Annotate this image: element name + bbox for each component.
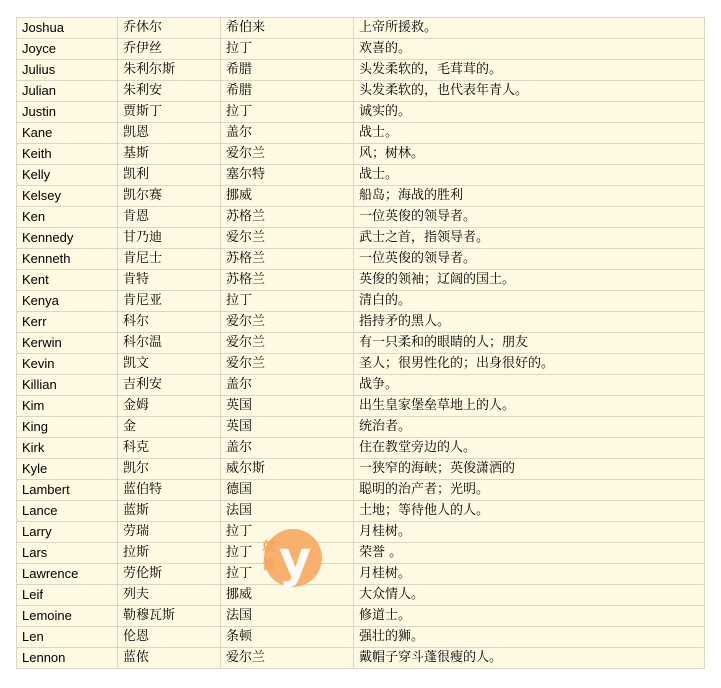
meaning-cell: 英俊的领袖；辽阔的国土。: [354, 270, 705, 291]
origin-cell: 法国: [221, 606, 354, 627]
origin-cell: 拉丁: [221, 102, 354, 123]
svg-text:酱: 酱: [262, 558, 276, 573]
table-row: [17, 39, 705, 60]
origin-cell: 英国: [221, 417, 354, 438]
name-cell: Kane: [17, 123, 118, 144]
table-row: [17, 186, 705, 207]
origin-cell: 德国: [221, 480, 354, 501]
meaning-cell: 战争。: [354, 375, 705, 396]
meaning-cell: 圣人；很男性化的；出身很好的。: [354, 354, 705, 375]
origin-cell: 苏格兰: [221, 270, 354, 291]
meaning-cell: 武士之首，指领导者。: [354, 228, 705, 249]
meaning-cell: 住在教堂旁边的人。: [354, 438, 705, 459]
origin-cell: 挪威: [221, 585, 354, 606]
meaning-cell: 土地；等待他人的人。: [354, 501, 705, 522]
table-row: [17, 375, 705, 396]
table-row: [17, 459, 705, 480]
name-cell: Lennon: [17, 648, 118, 669]
origin-cell: 挪威: [221, 186, 354, 207]
table-row: [17, 438, 705, 459]
table-row: [17, 543, 705, 564]
logo-watermark: [253, 527, 325, 589]
chinese-cell: 凯恩: [118, 123, 221, 144]
name-cell: Killian: [17, 375, 118, 396]
chinese-cell: 凯尔: [118, 459, 221, 480]
origin-cell: 希腊: [221, 81, 354, 102]
chinese-cell: 肯恩: [118, 207, 221, 228]
table-row: [17, 291, 705, 312]
chinese-cell: 乔休尔: [118, 18, 221, 39]
origin-cell: 希伯来: [221, 18, 354, 39]
origin-cell: 爱尔兰: [221, 333, 354, 354]
chinese-cell: 吉利安: [118, 375, 221, 396]
svg-text:y: y: [278, 530, 312, 588]
meaning-cell: 戴帽子穿斗蓬很瘦的人。: [354, 648, 705, 669]
origin-cell: 盖尔: [221, 375, 354, 396]
name-cell: Kerr: [17, 312, 118, 333]
table-row: [17, 627, 705, 648]
table-row: [17, 522, 705, 543]
chinese-cell: 科尔温: [118, 333, 221, 354]
svg-text:就: 就: [262, 540, 276, 555]
table-row: [17, 102, 705, 123]
table-row: [17, 333, 705, 354]
table-row: [17, 81, 705, 102]
origin-cell: 拉丁: [221, 522, 354, 543]
names-table: [16, 17, 705, 669]
chinese-cell: 金: [118, 417, 221, 438]
table-row: [17, 144, 705, 165]
origin-cell: 拉丁: [221, 39, 354, 60]
meaning-cell: 月桂树。: [354, 564, 705, 585]
chinese-cell: 科尔: [118, 312, 221, 333]
name-cell: Lawrence: [17, 564, 118, 585]
name-cell: Kevin: [17, 354, 118, 375]
table-row: [17, 396, 705, 417]
table-row: [17, 501, 705, 522]
meaning-cell: 指持矛的黑人。: [354, 312, 705, 333]
chinese-cell: 蓝伯特: [118, 480, 221, 501]
origin-cell: 拉丁: [221, 564, 354, 585]
chinese-cell: 蓝侬: [118, 648, 221, 669]
name-cell: Kennedy: [17, 228, 118, 249]
chinese-cell: 列夫: [118, 585, 221, 606]
meaning-cell: 一位英俊的领导者。: [354, 207, 705, 228]
meaning-cell: 出生皇家堡垒草地上的人。: [354, 396, 705, 417]
meaning-cell: 欢喜的。: [354, 39, 705, 60]
chinese-cell: 劳瑞: [118, 522, 221, 543]
table-row: [17, 165, 705, 186]
name-cell: Joyce: [17, 39, 118, 60]
chinese-cell: 乔伊丝: [118, 39, 221, 60]
chinese-cell: 蓝斯: [118, 501, 221, 522]
name-cell: Kirk: [17, 438, 118, 459]
origin-cell: 盖尔: [221, 438, 354, 459]
name-cell: Justin: [17, 102, 118, 123]
name-cell: Keith: [17, 144, 118, 165]
origin-cell: 拉丁: [221, 543, 354, 564]
origin-cell: 希腊: [221, 60, 354, 81]
meaning-cell: 一狭窄的海峡；英俊潇洒的: [354, 459, 705, 480]
origin-cell: 爱尔兰: [221, 354, 354, 375]
table-row: [17, 249, 705, 270]
table-row: [17, 480, 705, 501]
name-cell: Kyle: [17, 459, 118, 480]
origin-cell: 拉丁: [221, 291, 354, 312]
origin-cell: 英国: [221, 396, 354, 417]
table-row: [17, 228, 705, 249]
chinese-cell: 凯尔赛: [118, 186, 221, 207]
origin-cell: 威尔斯: [221, 459, 354, 480]
name-cell: Kent: [17, 270, 118, 291]
chinese-cell: 伦恩: [118, 627, 221, 648]
origin-cell: 爱尔兰: [221, 648, 354, 669]
name-cell: Larry: [17, 522, 118, 543]
origin-cell: 塞尔特: [221, 165, 354, 186]
meaning-cell: 头发柔软的，也代表年青人。: [354, 81, 705, 102]
table-row: [17, 312, 705, 333]
meaning-cell: 大众情人。: [354, 585, 705, 606]
table-row: [17, 585, 705, 606]
chinese-cell: 朱利尔斯: [118, 60, 221, 81]
table-row: [17, 354, 705, 375]
meaning-cell: 一位英俊的领导者。: [354, 249, 705, 270]
table-row: [17, 18, 705, 39]
meaning-cell: 统治者。: [354, 417, 705, 438]
chinese-cell: 拉斯: [118, 543, 221, 564]
chinese-cell: 朱利安: [118, 81, 221, 102]
table-row: [17, 564, 705, 585]
chinese-cell: 基斯: [118, 144, 221, 165]
meaning-cell: 战士。: [354, 165, 705, 186]
meaning-cell: 风；树林。: [354, 144, 705, 165]
name-cell: Lance: [17, 501, 118, 522]
meaning-cell: 诚实的。: [354, 102, 705, 123]
table-row: [17, 648, 705, 669]
chinese-cell: 贾斯丁: [118, 102, 221, 123]
name-cell: Julian: [17, 81, 118, 102]
meaning-cell: 头发柔软的，毛茸茸的。: [354, 60, 705, 81]
chinese-cell: 肯尼士: [118, 249, 221, 270]
table-row: [17, 417, 705, 438]
table-row: [17, 60, 705, 81]
chinese-cell: 科克: [118, 438, 221, 459]
table-row: [17, 207, 705, 228]
meaning-cell: 战士。: [354, 123, 705, 144]
origin-cell: 爱尔兰: [221, 228, 354, 249]
name-cell: Kelly: [17, 165, 118, 186]
meaning-cell: 强壮的狮。: [354, 627, 705, 648]
name-cell: Leif: [17, 585, 118, 606]
chinese-cell: 肯特: [118, 270, 221, 291]
origin-cell: 爱尔兰: [221, 312, 354, 333]
name-cell: Lambert: [17, 480, 118, 501]
meaning-cell: 有一只柔和的眼睛的人；朋友: [354, 333, 705, 354]
name-cell: Julius: [17, 60, 118, 81]
table-row: [17, 270, 705, 291]
name-cell: Lars: [17, 543, 118, 564]
chinese-cell: 甘乃迪: [118, 228, 221, 249]
name-cell: Kerwin: [17, 333, 118, 354]
meaning-cell: 清白的。: [354, 291, 705, 312]
name-cell: Kim: [17, 396, 118, 417]
meaning-cell: 荣誉 。: [354, 543, 705, 564]
meaning-cell: 月桂树。: [354, 522, 705, 543]
name-cell: Ken: [17, 207, 118, 228]
name-cell: Kelsey: [17, 186, 118, 207]
name-cell: Kenneth: [17, 249, 118, 270]
chinese-cell: 凯利: [118, 165, 221, 186]
meaning-cell: 聪明的治产者；光明。: [354, 480, 705, 501]
origin-cell: 条顿: [221, 627, 354, 648]
chinese-cell: 劳伦斯: [118, 564, 221, 585]
name-cell: Joshua: [17, 18, 118, 39]
names-table-body: [17, 18, 705, 669]
name-cell: Kenya: [17, 291, 118, 312]
chinese-cell: 金姆: [118, 396, 221, 417]
meaning-cell: 船岛；海战的胜利: [354, 186, 705, 207]
chinese-cell: 凯文: [118, 354, 221, 375]
origin-cell: 盖尔: [221, 123, 354, 144]
origin-cell: 苏格兰: [221, 207, 354, 228]
table-row: [17, 123, 705, 144]
meaning-cell: 上帝所援救。: [354, 18, 705, 39]
name-cell: King: [17, 417, 118, 438]
chinese-cell: 勒穆瓦斯: [118, 606, 221, 627]
meaning-cell: 修道士。: [354, 606, 705, 627]
origin-cell: 苏格兰: [221, 249, 354, 270]
name-cell: Lemoine: [17, 606, 118, 627]
origin-cell: 法国: [221, 501, 354, 522]
name-cell: Len: [17, 627, 118, 648]
table-row: [17, 606, 705, 627]
origin-cell: 爱尔兰: [221, 144, 354, 165]
chinese-cell: 肯尼亚: [118, 291, 221, 312]
